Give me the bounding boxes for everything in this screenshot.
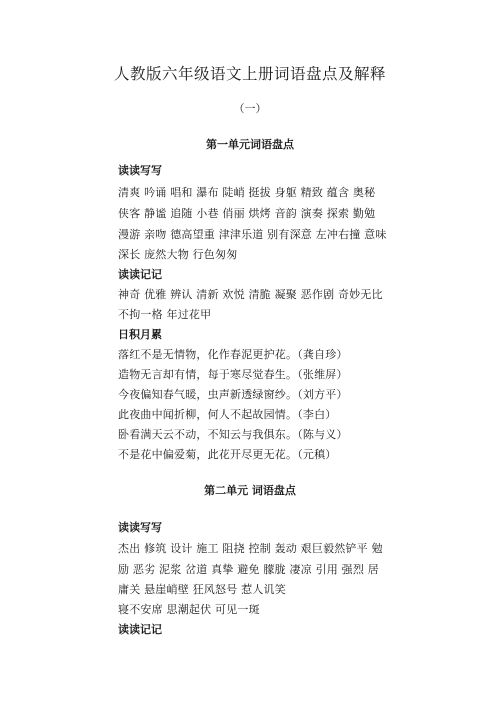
unit1-poem-line: 此夜曲中闻折柳，何人不起故园情。（李白） xyxy=(118,408,337,421)
unit1-poem-line: 落红不是无情物，化作春泥更护花。（龚自珍） xyxy=(118,348,348,361)
unit1-read-remember-line: 不拘一格 年过花甲 xyxy=(118,308,212,321)
unit1-read-write-label: 读读写写 xyxy=(118,164,162,177)
unit1-poem-line: 卧看满天云不动，不知云与我俱东。（陈与义） xyxy=(118,428,348,441)
unit1-daily-label: 日积月累 xyxy=(118,328,162,341)
unit2-read-write-line: 杰出 修筑 设计 施工 阻挠 控制 轰动 艰巨毅然铲平 勉 xyxy=(118,542,383,555)
unit1-read-write-line: 漫游 亲吻 德高望重 津津乐道 别有深意 左冲右撞 意味 xyxy=(118,228,387,241)
document-title: 人教版六年级语文上册词语盘点及解释 xyxy=(113,65,386,83)
unit2-heading: 第二单元 词语盘点 xyxy=(204,484,296,497)
unit2-read-remember-label: 读读记记 xyxy=(118,623,162,636)
unit2-read-write-label: 读读写写 xyxy=(118,521,162,534)
unit1-read-remember-label: 读读记记 xyxy=(118,268,162,281)
part-number: （一） xyxy=(233,102,267,115)
unit1-read-write-line: 清爽 吟诵 唱和 瀑布 陡峭 挺拔 身躯 精致 蕴含 奥秘 xyxy=(118,186,376,199)
unit1-heading: 第一单元词语盘点 xyxy=(206,138,294,151)
unit2-read-write-line: 庸关 悬崖峭壁 狂风怒号 惹人讥笑 xyxy=(118,583,286,596)
unit2-read-write-line: 寝不安席 思潮起伏 可见一斑 xyxy=(118,603,260,616)
unit2-read-write-line: 励 恶劣 泥浆 岔道 真挚 避免 朦胧 凄凉 引用 强烈 居 xyxy=(118,563,379,576)
unit1-poem-line: 造物无言却有情，每于寒尽觉春生。（张维屏） xyxy=(118,368,348,381)
unit1-read-remember-line: 神奇 优雅 辨认 清新 欢悦 清脆 凝聚 恶作剧 奇妙无比 xyxy=(118,288,383,301)
unit1-poem-line: 今夜偏知春气暖，虫声新透绿窗纱。（刘方平） xyxy=(118,388,348,401)
unit1-poem-line: 不是花中偏爱菊，此花开尽更无花。（元稹） xyxy=(118,448,337,461)
unit1-read-write-line: 侠客 静谧 追随 小巷 俏丽 烘烤 音韵 演奏 探索 勤勉 xyxy=(118,207,376,220)
unit1-read-write-line: 深长 庞然大物 行色匆匆 xyxy=(118,248,238,261)
